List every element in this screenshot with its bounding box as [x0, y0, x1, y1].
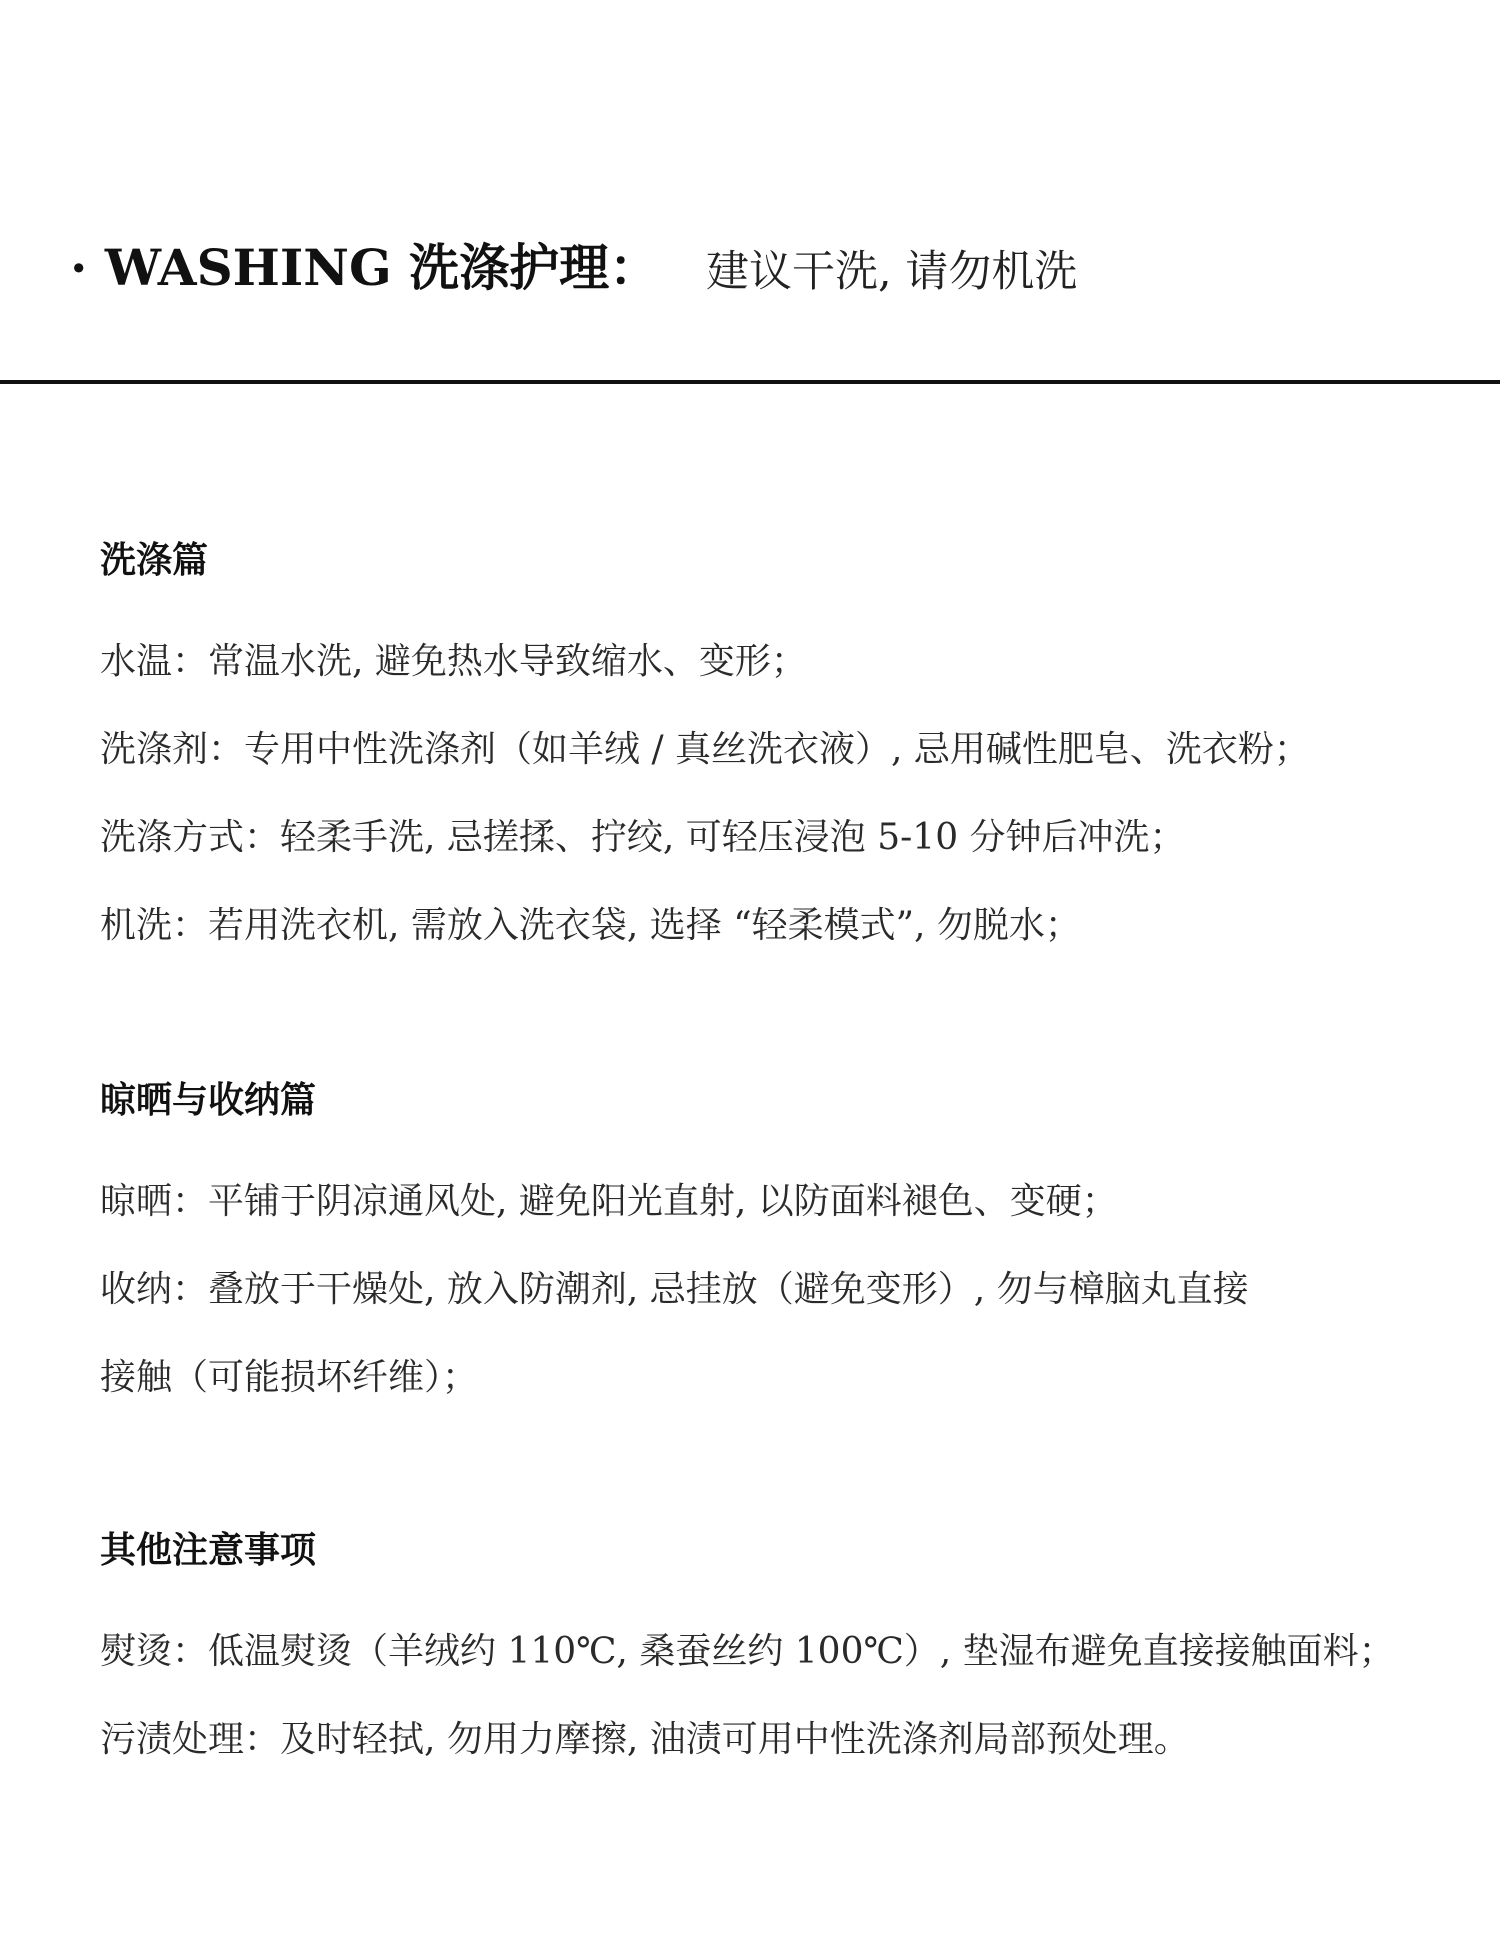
washing-header [0, 0, 1500, 382]
section-washing [100, 530, 1460, 970]
care-instruction-line: 熨烫：低温熨烫（羊绒约 110℃, 桑蚕丝约 100℃）, 垫湿布避免直接接触面料； [100, 1631, 1395, 1672]
care-instruction-line: 洗涤剂：专用中性洗涤剂（如羊绒 / 真丝洗衣液）, 忌用碱性肥皂、洗衣粉； [100, 729, 1310, 770]
header-divider [0, 380, 1500, 384]
care-instruction-line: 晾晒：平铺于阴凉通风处, 避免阳光直射, 以防面料褪色、变硬； [100, 1181, 1118, 1222]
care-instruction-line: 收纳：叠放于干燥处, 放入防潮剂, 忌挂放（避免变形）, 勿与樟脑丸直接 [100, 1269, 1249, 1310]
care-instruction-line: 水温：常温水洗, 避免热水导致缩水、变形； [100, 641, 807, 682]
care-instruction-line: 污渍处理：及时轻拭, 勿用力摩擦, 油渍可用中性洗涤剂局部预处理。 [100, 1719, 1190, 1760]
washing-recommendation: 建议干洗, 请勿机洗 [706, 247, 1078, 297]
section-other-notes [100, 1520, 1460, 1784]
care-instruction-line: 接触（可能损坏纤维）； [100, 1357, 479, 1398]
section-drying-storage [100, 1070, 1460, 1422]
washing-title: · WASHING 洗涤护理： [70, 238, 660, 297]
section-title: 洗涤篇 [100, 539, 209, 581]
care-instruction-line: 机洗：若用洗衣机, 需放入洗衣袋, 选择 “轻柔模式”, 勿脱水； [100, 905, 1081, 946]
care-instruction-line: 洗涤方式：轻柔手洗, 忌搓揉、拧绞, 可轻压浸泡 5-10 分钟后冲洗； [100, 817, 1186, 858]
section-title: 其他注意事项 [100, 1529, 317, 1571]
section-title: 晾晒与收纳篇 [100, 1079, 317, 1121]
